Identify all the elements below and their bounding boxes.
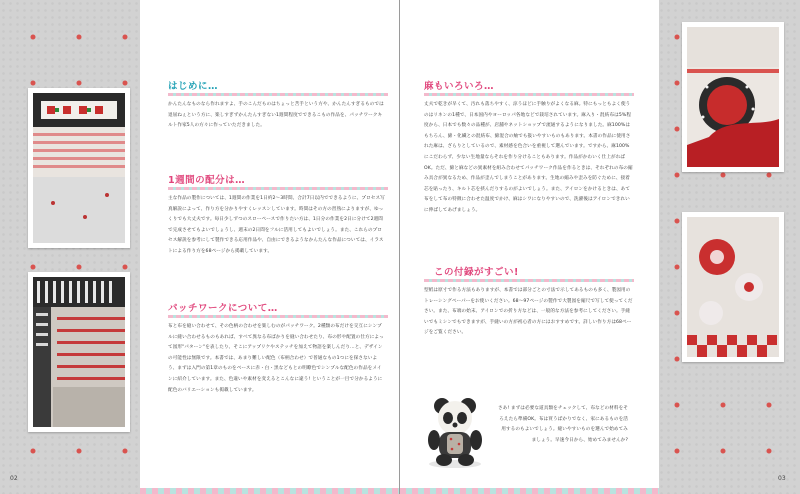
intro-underline	[168, 93, 388, 96]
panda-plush-svg	[420, 394, 490, 470]
photo-yoyo-quilt	[682, 212, 784, 362]
linen-body: 丈夫で乾きが早くて、汚れも落ちやすく、涼うほどに手触りがよくなる麻。特にもっともよく使うのはリネンの1種で、日本国内やヨーロッパ各地などで栽培されています。麻入り・混紡布は5%程度から、日本でも数々の品種が、店舗やネットショップで流通するようになりました。麻100%はもちろん、綿・化繊との混紡布、綿混合の紬でも扱いやすいものもあります。本書の作品に使用された麻は、ざらりとしているので、素材感を色合いを重視して選んでいます。ですから、麻100%にこだわらず、少ない生地量ならそれを作り分けることもあります。作品がかわいく仕上がればOK。ただ、綿と麻などの異素材を組み合わせてパッチワーク作品を作るときは、それぞれの布の縮み具合が異なるため、作品が歪んでしまうことがあります。生地の縮みや歪みを防ぐために、接着芯を貼ったり、キルト芯を挟んだりするのがよいでしょう。また、アイロンをかけるときは、あて布をして布の特徴に合わせた温度でかけ、麻はシワになりやすいので、洗濯後はアイロンできれいに伸ばしてあげましょう。	[424, 102, 633, 213]
photo-red-heart-quilt-image	[687, 27, 779, 167]
linen-underline	[424, 93, 634, 96]
right-page-number: 03	[778, 475, 786, 482]
photo-black-white-quilt-image	[33, 277, 125, 427]
bonus-body: 型紙は原寸で作る方法もありますが、本書では部分ごとの寸法で示してあるものも多く、製図用のトレーシングペーパーをお使いください。68～97ページの製作で大製図を縮尺で写して使ってください。また、布端の始末、アイロンでの折り方などは、一般的な方法を参考にしてください。手縫いでもミシンでもできますが、手縫いの方が初心者の方にはおすすめです。詳しい作り方は68ページをご覧ください。	[424, 288, 633, 336]
patchwork-heading: パッチワークについて…	[168, 303, 278, 314]
photo-patchwork-stripes	[28, 88, 130, 248]
photo-patchwork-stripes-image	[33, 93, 125, 243]
weekly-body: 主な作品の製作については、1週間の作業を1日約2～3時間、合計7日以内でできるように、プロセス写真解説によって、作り方を分かりやすくレッスンしています。時間はその方の習熟によりますが、ゆっくりでも大丈夫です。毎日少しずつのスローペースで作りたい方は、1日分の作業を2日に分けて2週間で完成させてもよいでしょうし、週末の2日間をフルに活用してもよいでしょう。また、これらのプロセス解説を参考にして製作できる応用作品や、自由にできるようなかんたんな作品については、イラストによる作り方を68ページから掲載しています。	[168, 196, 385, 254]
linen-heading: 麻もいろいろ…	[424, 81, 495, 92]
photo-black-white-quilt	[28, 272, 130, 432]
patchwork-underline	[168, 315, 388, 318]
bonus-heading: この付録がすごい!	[434, 267, 519, 278]
closing-text: さあ! まずは必要な道具類をチェックして、布などの材料をそろえたら準備OK。布は買うばかりでなく、家にあるものを活用するのもよいでしょう。縫いやすいものを選んで始めてみましょう。早速今日から、始めてみませんか?	[498, 406, 629, 443]
bonus-underline	[424, 279, 634, 282]
photo-yoyo-quilt-image	[687, 217, 779, 357]
weekly-heading: 1週間の配分は…	[168, 175, 246, 186]
panda-plush-image	[420, 394, 490, 470]
weekly-underline	[168, 187, 388, 190]
left-page-stripe	[140, 488, 399, 494]
intro-body: かんたんなものなら作れますよ、手のこんだものはちょっと苦手という方や、かんたんすぎるものでは退屈ねぇという方に、楽しすぎずかんたんすぎない1週間程度でできるこもの作品を、パッチワークキルト作家5人の方々に作っていただきました。	[168, 102, 384, 129]
patchwork-body: 布と布を縫い合わせて、その色柄の合わせを楽しむのがパッチワーク。2種類の布だけを交互にシンプルに縫い合わせるものもあれば、すべて異なる布ばかりを縫い合わせたり、布の形や配置の仕方によって図形"パターン"を表したり、そこにアップリケやステッチを加えて物語を楽しんだり…と、デザインの可能性は無限です。本書では、あまり難しい配色（布柄合わせ）で普通なもの1つにを探さないよう、まずは入門の第1章のものをベースに赤・白・黒などもとの明瞭色でシンプルな配色の作品をメインに紹介しています。また、色違いや素材を変えるとこんなに違う! ということが一目で分かるように配色のバリエーションも掲載しています。	[168, 324, 384, 393]
photo-red-heart-quilt	[682, 22, 784, 172]
book-spine	[399, 0, 400, 494]
intro-heading: はじめに…	[168, 81, 219, 92]
right-page-stripe	[400, 488, 659, 494]
left-page-number: 02	[10, 475, 18, 482]
